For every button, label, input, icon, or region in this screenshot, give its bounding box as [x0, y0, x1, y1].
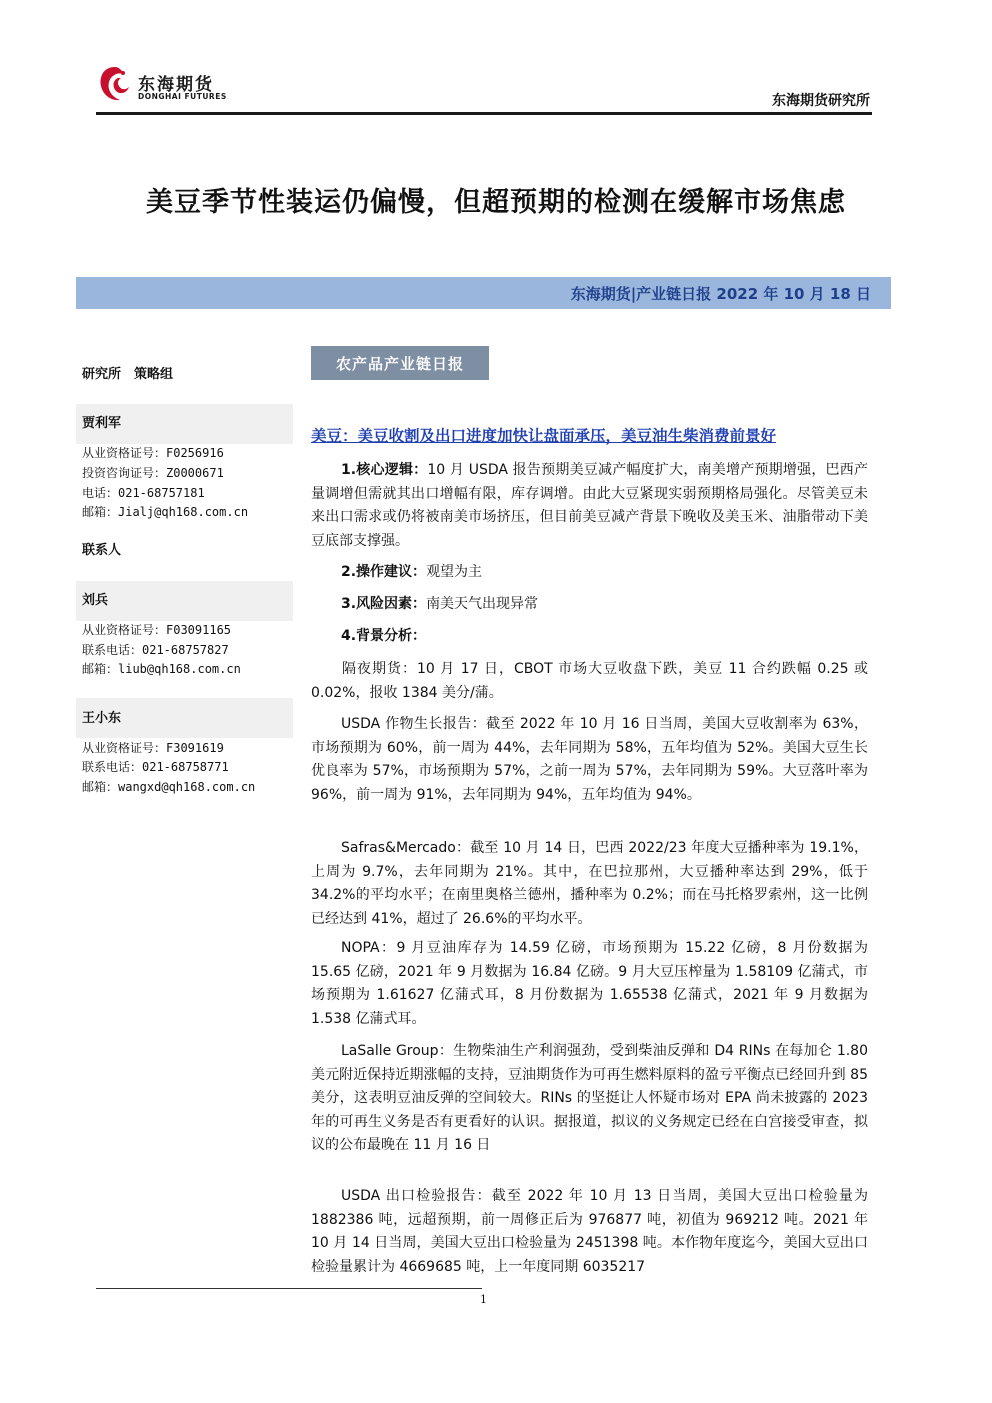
analyst-line: 投资咨询证号：Z0000671	[82, 466, 224, 480]
company-logo	[96, 64, 236, 108]
contact-line: 从业资格证号：F03091165	[82, 623, 232, 637]
contact-name: 刘兵	[82, 593, 109, 608]
item-label: 1.核心逻辑：	[341, 462, 428, 478]
background-item	[311, 625, 868, 649]
analyst-line: 从业资格证号：F0256916	[82, 446, 224, 460]
item-label: 4.背景分析：	[341, 628, 427, 644]
body-paragraph	[311, 713, 868, 807]
header-divider	[96, 112, 872, 115]
sidebar-group: 研究所 策略组	[82, 367, 174, 382]
contact-line: 从业资格证号：F3091619	[82, 741, 224, 755]
paragraph-text: Safras&Mercado：截至 10 月 14 日，巴西 2022/23 年度大豆播种率为 19.1%，上周为 9.7%，去年同期为 21%。其中，在巴拉那州，大豆播种率达到 29%，低于 34.2%的平均水平；在南里奥格兰德州，播种率为 0.2%；而在马托格罗索州，这一比例已经达到 41%，超过了 26.6%的平均水平。	[311, 840, 868, 927]
body-paragraph	[311, 837, 868, 931]
paragraph-text: USDA 出口检验报告：截至 2022 年 10 月 13 日当周，美国大豆出口检验量为 1882386 吨，远超预期，前一周修正后为 976877 吨，初值为 969212 吨。2021 年 10 月 14 日当周，美国大豆出口检验量为 2451398 吨。本作物年度迄今，美国大豆出口检验量累计为 4669685 吨，上一年度同期 6035217	[311, 1188, 868, 1275]
logo-english-text: DONGHAI FUTURES	[138, 92, 227, 101]
paragraph-text: USDA 作物生长报告：截至 2022 年 10 月 16 日当周，美国大豆收割率为 63%，市场预期为 60%，前一周为 44%，去年同期为 58%，五年均值为 52%。美国大豆生长优良率为 57%，市场预期为 57%，之前一周为 57%，去年同期为 59%。大豆落叶率为 96%，前一周为 91%，去年同期为 94%，五年均值为 94%。	[311, 716, 868, 803]
body-paragraph	[311, 937, 868, 1031]
item-text: 10 月 USDA 报告预期美豆减产幅度扩大，南美增产预期增强，巴西产量调增但需就其出口增幅有限，库存调增。由此大豆紧现实弱预期格局强化。尽管美豆未来出口需求或仍将被南美市场挤压，但目前美豆减产背景下晚收及美玉米、油脂带动下美豆底部支撑强。	[311, 462, 868, 549]
item-text: 观望为主	[426, 564, 483, 580]
section-tab	[311, 346, 489, 380]
analyst-name: 贾利军	[82, 416, 122, 431]
article-headline[interactable]: 美豆：美豆收割及出口进度加快让盘面承压，美豆油生柴消费前景好	[311, 426, 777, 445]
section-tab-label: 农产品产业链日报	[335, 355, 464, 373]
contact-line: 联系电话：021-68757827	[82, 643, 229, 657]
dragon-logo-icon	[96, 64, 134, 104]
risk-item	[311, 593, 868, 617]
contact-label: 联系人	[82, 543, 122, 558]
core-logic-item	[311, 459, 868, 553]
report-banner	[76, 277, 891, 309]
contact-email: 邮箱：liub@qh168.com.cn	[82, 662, 241, 676]
body-paragraph	[311, 1040, 868, 1158]
page-title: 美豆季节性装运仍偏慢，但超预期的检测在缓解市场焦虑	[146, 187, 846, 218]
body-paragraph	[311, 1185, 868, 1279]
paragraph-text: LaSalle Group：生物柴油生产利润强劲，受到柴油反弹和 D4 RINs 在每加仑 1.80 美元附近保持近期涨幅的支持，豆油期货作为可再生燃料原料的盈亏平衡点已经回升到 85 美分，这表明豆油反弹的空间较大。RINs 的坚挺让人怀疑市场对 EPA 尚未披露的 2023 年的可再生义务是否有更看好的认识。据报道，拟议的义务规定已经在白宫接受审查，拟议的公布最晚在 11 月 16 日	[311, 1043, 868, 1153]
item-label: 3.风险因素：	[341, 596, 427, 612]
page-number: 1	[480, 1293, 487, 1306]
header-institute: 东海期货研究所	[772, 93, 870, 109]
body-paragraph	[311, 658, 868, 705]
item-label: 2.操作建议：	[341, 564, 427, 580]
contact-name: 王小东	[82, 711, 122, 726]
analyst-email: 邮箱：Jialj@qh168.com.cn	[82, 505, 249, 519]
advice-item	[311, 561, 868, 585]
analyst-line: 电话：021-68757181	[82, 486, 205, 500]
contact-line: 联系电话：021-68758771	[82, 760, 229, 774]
paragraph-text: NOPA：9 月豆油库存为 14.59 亿磅，市场预期为 15.22 亿磅，8 月份数据为 15.65 亿磅，2021 年 9 月数据为 16.84 亿磅。9 月大豆压榨量为 1.58109 亿蒲式，市场预期为 1.61627 亿蒲式耳，8 月份数据为 1.65538 亿蒲式，2021 年 9 月数据为 1.538 亿蒲式耳。	[311, 940, 868, 1027]
contact-email: 邮箱：wangxd@qh168.com.cn	[82, 780, 256, 794]
item-text: 南美天气出现异常	[426, 596, 539, 612]
report-banner-text: 东海期货|产业链日报 2022 年 10 月 18 日	[570, 285, 871, 303]
footer-divider	[96, 1288, 482, 1289]
paragraph-text: 隔夜期货：10 月 17 日，CBOT 市场大豆收盘下跌，美豆 11 合约跌幅 0.25 或 0.02%，报收 1384 美分/蒲。	[311, 661, 868, 701]
logo-chinese-text: 东海期货	[138, 75, 214, 95]
